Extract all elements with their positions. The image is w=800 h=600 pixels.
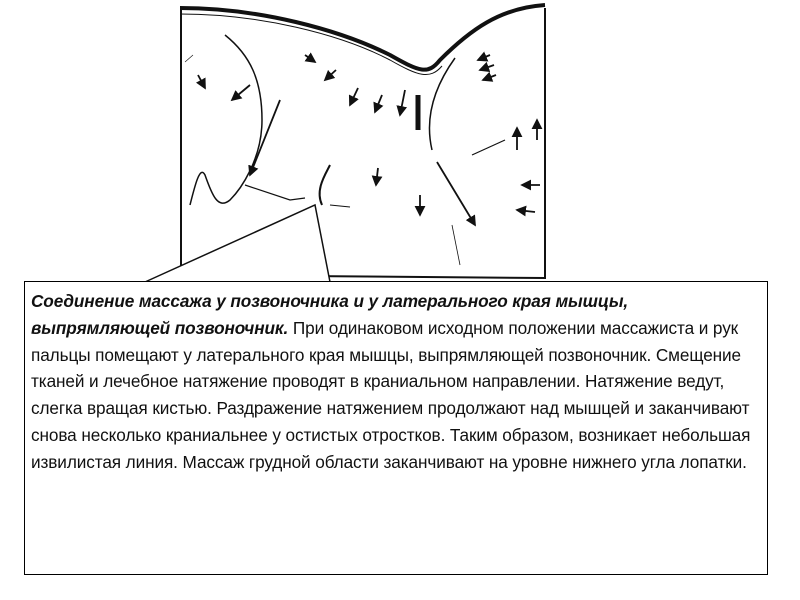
callout-body: При одинаковом исходном положении массажиста и рук пальцы помещают у латерального края мышцы, выпрямляющей позвоночник. Смещение тканей и лечебное натяжение проводят в краниальном направлении. Натяжение ведут, слегка вращая кистью. Раздражение натяжением продолжают над мышцей и заканчивают снова несколько краниальнее у остистых отростков. Таким образом, возникает небольшая извилистая линия. Массаж грудной области заканчивают на уровне нижнего угла лопатки. <box>31 317 751 472</box>
callout-heading: Соединение массажа у позвоночника и у латерального края мышцы, выпрямляющей позвоночник. <box>31 291 629 338</box>
callout-text-box <box>24 281 768 575</box>
callout-paragraph <box>31 288 761 476</box>
